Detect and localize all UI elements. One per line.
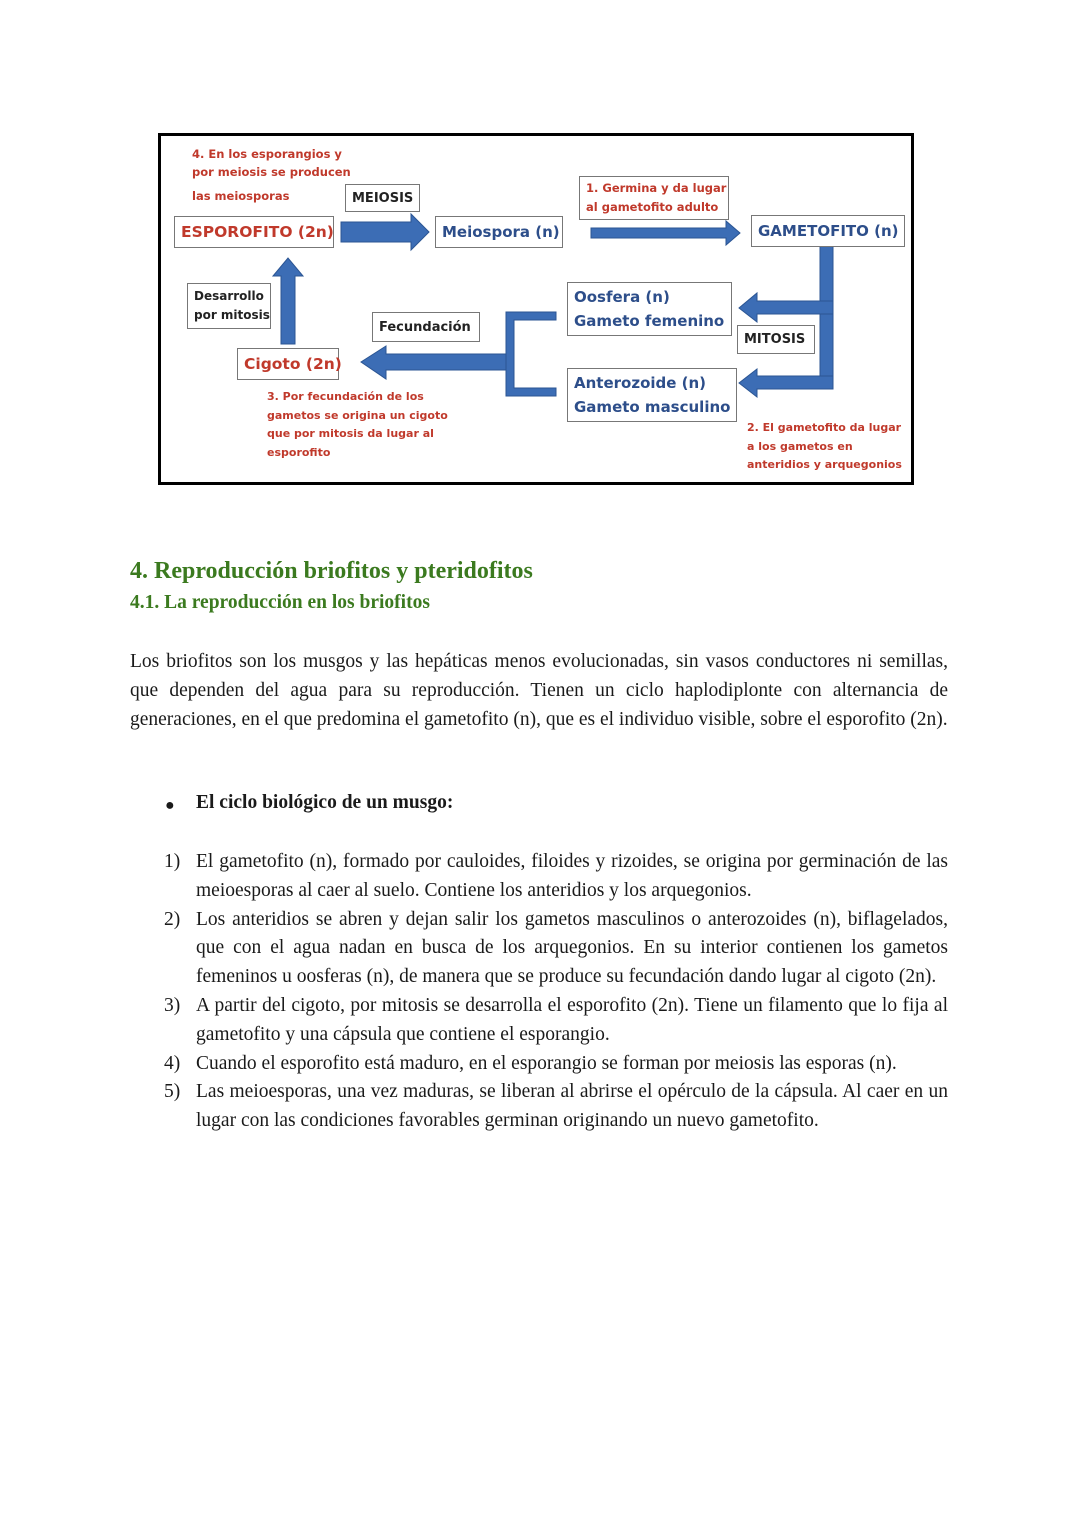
arrow-desarrollo: [273, 258, 303, 344]
anterozoide-box: Anterozoide (n) Gameto masculino: [567, 368, 737, 422]
desarrollo-box: Desarrollo por mitosis: [187, 283, 271, 329]
gametofito-box: GAMETOFITO (n): [751, 215, 905, 247]
arrow-to-cigoto: [361, 346, 506, 379]
list-item: 2) Los anteridios se abren y dejan salir los gametos masculinos o anterozoides (n), biflagelados, que con el agua nadan en busca de los arquegonios. En su interior contienen los gametos femeninos u oosferas (n), de manera que se produce su fecundación dando lugar al cigoto (2n).: [164, 908, 948, 988]
arrow-germina: [591, 221, 740, 245]
fecundacion-label: Fecundación: [372, 312, 480, 342]
life-cycle-diagram: [158, 133, 914, 485]
list-item: 3) A partir del cigoto, por mitosis se desarrolla el esporofito (2n). Tiene un filamento que lo fija al gametofito y una cápsula que contiene el esporangio.: [164, 994, 948, 1045]
bullet-dot-icon: ●: [165, 797, 175, 814]
cigoto-box: Cigoto (2n): [237, 348, 339, 380]
arrow-mitosis-stem: [820, 244, 833, 389]
arrow-to-anterozoide: [739, 369, 833, 397]
bullet-label: El ciclo biológico de un musgo:: [196, 792, 454, 813]
note-fecundacion: 3. Por fecundación de los gametos se origina un cigoto que por mitosis da lugar al esporofito: [267, 390, 448, 459]
cycle-steps-list: [130, 848, 948, 1136]
note-meiosis: 4. En los esporangios y por meiosis se producen las meiosporas: [192, 147, 351, 203]
list-item: 5) Las meioesporas, una vez maduras, se liberan al abrirse el opérculo de la cápsula. Al caer en un lugar con las condiciones favorables germinan originando un nuevo gametofito.: [164, 1081, 948, 1132]
arrow-meiosis: [341, 214, 429, 250]
germina-box: 1. Germina y da lugar al gametofito adulto: [579, 176, 729, 220]
list-item: 1) El gametofito (n), formado por cauloides, filoides y rizoides, se origina por germinación de las meioesporas al caer al suelo. Contiene los anteridios y los arquegonios.: [164, 851, 948, 901]
note-gametofito: 2. El gametofito da lugar a los gametos en anteridios y arquegonios: [747, 421, 902, 471]
oosfera-box: Oosfera (n) Gameto femenino: [567, 282, 732, 336]
subsection-heading: 4.1. La reproducción en los briofitos: [130, 592, 430, 613]
meiosis-label: MEIOSIS: [345, 184, 420, 212]
section-heading: 4. Reproducción briofitos y pteridofitos: [130, 558, 533, 584]
fecundation-bracket: [506, 312, 556, 396]
arrow-to-oosfera: [739, 293, 833, 322]
bullet-item: [165, 792, 453, 820]
esporofito-box: ESPOROFITO (2n): [174, 216, 334, 248]
mitosis-label: MITOSIS: [737, 325, 815, 354]
intro-paragraph: Los briofitos son los musgos y las hepáticas menos evolucionadas, sin vasos conductores ni semillas, que dependen del agua para su reproducción. Tienen un ciclo haplodiplonte con alternancia de generaciones, en el que predomina el gametofito (n), que es el individuo visible, sobre el esporofito (2n).: [130, 651, 948, 730]
meiospora-box: Meiospora (n): [435, 216, 563, 248]
list-item: 4) Cuando el esporofito está maduro, en el esporangio se forman por meiosis las esporas (n).: [164, 1052, 897, 1074]
